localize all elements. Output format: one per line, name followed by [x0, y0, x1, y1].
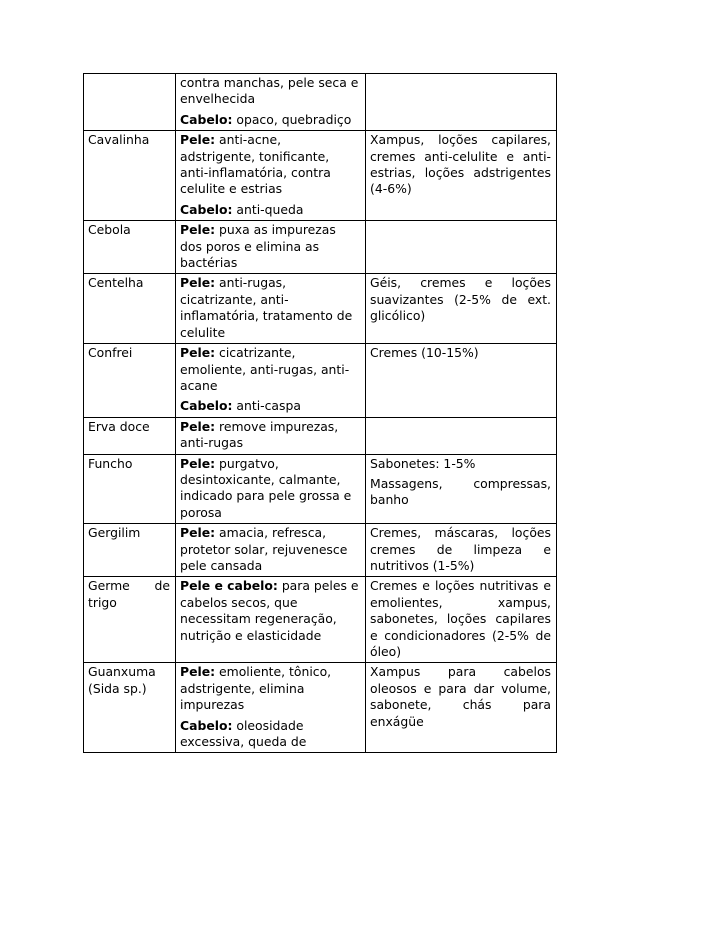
use-label: Pele: [180, 345, 216, 361]
use-label: Cabelo: [180, 398, 233, 414]
products-cell [366, 417, 557, 454]
plant-uses-cell [176, 344, 366, 418]
use-text: cicatrizante, emoliente, anti-rugas, anti-acane [180, 345, 350, 393]
use-text: amacia, refresca, protetor solar, rejuvenesce pele cansada [180, 525, 348, 573]
products-paragraph: Xampus, loções capilares, cremes anti-celulite e anti-estrias, loções adstrigentes (4-6%) [370, 132, 551, 197]
use-paragraph [180, 202, 360, 218]
plant-name-cell [84, 417, 176, 454]
plant-uses-cell [176, 131, 366, 221]
use-label: Pele: [180, 455, 216, 471]
products-paragraph: Cremes e loções nutritivas e emolientes, xampus, sabonetes, loções capilares e condicionadores (2-5% de óleo) [370, 578, 551, 659]
table-row [84, 524, 557, 577]
products-paragraph: Géis, cremes e loções suavizantes (2-5% de ext. glicólico) [370, 275, 551, 324]
use-paragraph [180, 132, 360, 198]
plant-name: Confrei [88, 345, 133, 361]
products-cell [366, 454, 557, 524]
use-text: emoliente, tônico, adstrigente, elimina impurezas [180, 664, 332, 713]
plant-name-cell [84, 131, 176, 221]
plant-name-cell [84, 454, 176, 524]
plant-name: Cavalinha [88, 132, 150, 148]
use-text: puxa as impurezas dos poros e elimina as bactérias [180, 222, 336, 271]
use-text: anti-queda [232, 201, 304, 217]
plant-name-cell [84, 577, 176, 663]
plant-uses-cell [176, 74, 366, 131]
table-row [84, 663, 557, 753]
use-text: para peles e cabelos secos, que necessitam regeneração, nutrição e elasticidade [180, 578, 359, 643]
use-label: Pele: [180, 222, 216, 238]
use-label: Cabelo: [180, 717, 233, 733]
use-paragraph [180, 456, 360, 522]
use-paragraph [180, 112, 360, 128]
table-row [84, 417, 557, 454]
products-paragraph: Xampus para cabelos oleosos e para dar volume, sabonete, chás para enxágüe [370, 664, 551, 729]
products-paragraph: Sabonetes: 1-5% [370, 455, 476, 471]
plant-name-cell [84, 221, 176, 274]
products-cell [366, 74, 557, 131]
use-text: anti-rugas, cicatrizante, anti-inflamatória, tratamento de celulite [180, 275, 353, 340]
use-paragraph [180, 718, 360, 751]
plant-uses-cell [176, 577, 366, 663]
products-paragraph: Cremes, máscaras, loções cremes de limpeza e nutritivos (1-5%) [370, 525, 551, 573]
table-row [84, 454, 557, 524]
use-text: contra manchas, pele seca e envelhecida [180, 75, 359, 107]
use-text: anti-caspa [232, 398, 301, 414]
products-cell [366, 344, 557, 418]
use-paragraph [180, 345, 360, 394]
use-paragraph [180, 525, 360, 574]
use-paragraph [180, 578, 360, 644]
use-paragraph [180, 222, 360, 271]
plant-name: Germe de trigo [88, 578, 170, 610]
use-paragraph [180, 664, 360, 713]
use-paragraph [180, 75, 360, 108]
use-label: Pele: [180, 275, 216, 291]
plant-name-cell [84, 344, 176, 418]
plant-name-cell [84, 663, 176, 753]
products-paragraph: Cremes (10-15%) [370, 345, 479, 361]
plant-name-cell [84, 74, 176, 131]
plants-table-body [84, 74, 557, 753]
use-label: Cabelo: [180, 201, 233, 217]
plants-table [83, 73, 557, 753]
plant-name: Funcho [88, 455, 133, 471]
use-text: remove impurezas, anti-rugas [180, 418, 339, 451]
table-row [84, 344, 557, 418]
table-row [84, 74, 557, 131]
products-cell [366, 577, 557, 663]
plant-name: Cebola [88, 222, 131, 238]
products-cell [366, 524, 557, 577]
plant-name: Erva doce [88, 418, 150, 434]
use-text: anti-acne, adstrigente, tonificante, anti-inflamatória, contra celulite e estrias [180, 132, 331, 197]
use-paragraph [180, 419, 360, 452]
use-paragraph [180, 398, 360, 414]
use-text: purgatvo, desintoxicante, calmante, indicado para pele grossa e porosa [180, 455, 352, 520]
use-label: Pele: [180, 418, 216, 434]
use-label: Pele: [180, 132, 216, 148]
plant-name-cell [84, 274, 176, 344]
plant-uses-cell [176, 524, 366, 577]
use-label: Pele e cabelo: [180, 578, 278, 594]
use-text: opaco, quebradiço [232, 111, 352, 127]
use-label: Pele: [180, 664, 216, 680]
plant-name: Gergilim [88, 525, 141, 541]
table-row [84, 131, 557, 221]
plant-name: Centelha [88, 275, 144, 291]
use-label: Cabelo: [180, 111, 233, 127]
products-cell [366, 663, 557, 753]
products-paragraph: Massagens, compressas, banho [370, 475, 551, 508]
products-cell [366, 221, 557, 274]
use-paragraph [180, 275, 360, 341]
plant-name: Guanxuma (Sida sp.) [88, 664, 156, 696]
plant-uses-cell [176, 417, 366, 454]
use-text: oleosidade excessiva, queda de [180, 717, 307, 750]
table-row [84, 577, 557, 663]
products-cell [366, 131, 557, 221]
use-label: Pele: [180, 525, 216, 541]
products-cell [366, 274, 557, 344]
plant-uses-cell [176, 274, 366, 344]
plant-uses-cell [176, 663, 366, 753]
table-row [84, 221, 557, 274]
plant-uses-cell [176, 221, 366, 274]
plant-uses-cell [176, 454, 366, 524]
table-row [84, 274, 557, 344]
plant-name-cell [84, 524, 176, 577]
